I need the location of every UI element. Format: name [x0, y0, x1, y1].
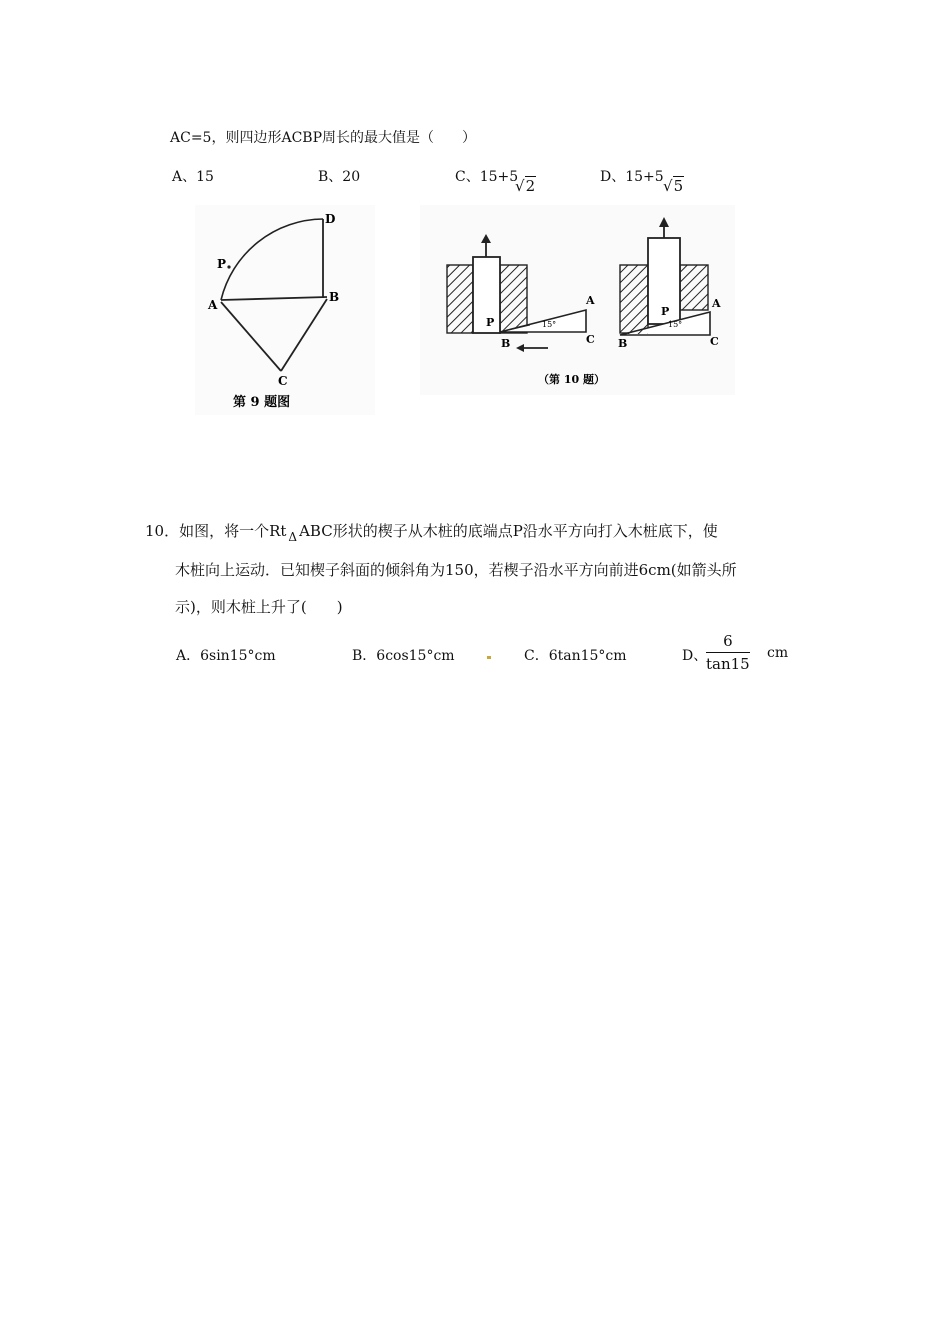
fig10-right-angle-label: 15°	[668, 320, 683, 329]
q9-option-a: A、15	[172, 169, 214, 185]
q9-option-c-radicand: 2	[525, 177, 536, 195]
fig10-left-label-p: P	[486, 316, 495, 329]
q10-option-d-numerator: 6	[706, 632, 750, 653]
fig10-left-angle-label: 15°	[542, 320, 557, 329]
label-c: C	[278, 374, 288, 388]
label-a: A	[208, 298, 218, 312]
ground-right-a	[620, 265, 648, 333]
q10-line-2: 木桩向上运动．已知楔子斜面的倾斜角为150，若楔子沿水平方向前进6cm(如箭头所	[175, 561, 737, 579]
stray-mark	[487, 656, 491, 659]
fig10-left-label-a: A	[586, 294, 595, 307]
ground-right-b	[680, 265, 708, 310]
q9-option-c-text: C、15+5	[455, 169, 519, 185]
q10-delta-symbol: Δ	[288, 530, 298, 544]
q9-option-c	[455, 166, 518, 186]
label-d: D	[325, 212, 336, 226]
q10-option-d-unit: cm	[767, 645, 789, 661]
fig10-right-label-b: B	[618, 337, 628, 350]
figure-10	[420, 205, 735, 395]
ground-left-a	[447, 265, 473, 333]
q10-line-3: 示)，则木桩上升了( )	[175, 598, 343, 616]
label-p: P	[217, 257, 227, 271]
figure-9	[195, 205, 375, 415]
q10-line-1	[145, 520, 718, 544]
fig10-right-label-a: A	[712, 297, 721, 310]
q10-option-a: A．6sin15°cm	[176, 648, 276, 664]
q10-option-c: C．6tan15°cm	[524, 648, 627, 664]
fig10-right-label-p: P	[661, 305, 670, 318]
fig10-left-label-b: B	[501, 337, 511, 350]
q9-option-c-sqrt: √2	[515, 177, 536, 195]
fig10-right-label-c: C	[710, 335, 719, 348]
figure-10-caption: （第 10 题）	[538, 373, 605, 386]
point-p	[227, 265, 230, 268]
q10-line-1-pre: 10．如图，将一个Rt	[145, 522, 287, 540]
q9-option-d-radicand: 5	[673, 177, 684, 195]
q10-option-b: B．6cos15°cm	[352, 648, 455, 664]
figure-9-caption: 第 9 题图	[233, 395, 291, 410]
q10-line-1-post: ABC形状的楔子从木桩的底端点P沿水平方向打入木桩底下，使	[299, 522, 718, 540]
label-b: B	[329, 290, 340, 304]
q10-option-d-fraction	[706, 632, 750, 673]
q9-option-d	[600, 166, 664, 186]
q9-option-d-sqrt: √5	[663, 177, 684, 195]
ground-left-b	[500, 265, 527, 333]
q10-option-d-denominator: tan15	[706, 655, 750, 673]
q9-stem: AC=5，则四边形ACBP周长的最大值是（ ）	[170, 130, 476, 146]
fig10-left-label-c: C	[586, 333, 595, 346]
q10-option-d-prefix: D、	[682, 648, 708, 664]
q9-option-b: B、20	[318, 169, 361, 185]
q9-option-d-text: D、15+5	[600, 169, 664, 185]
